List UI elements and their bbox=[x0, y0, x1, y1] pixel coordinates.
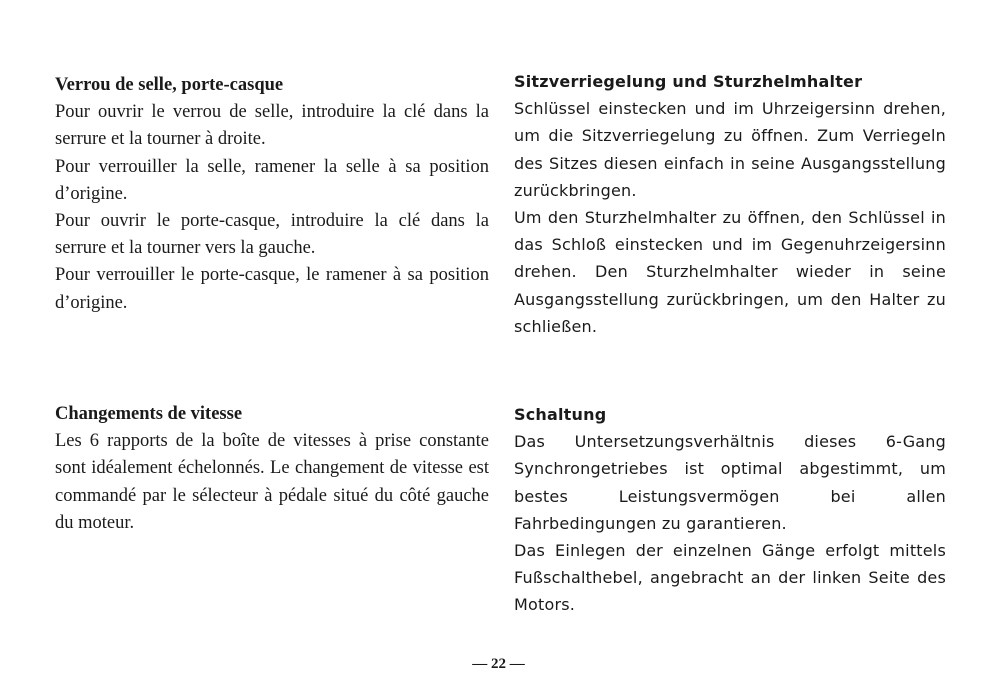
de-gear-paragraph-2: Das Einlegen der einzelnen Gänge erfolgt mittels Fußschalthebel, angebracht an der linken Seite des Motors. bbox=[514, 541, 946, 615]
fr-seat-lock-paragraph-3: Pour ouvrir le porte-casque, introduire la clé dans la serrure et la tourner vers la gauche. bbox=[55, 211, 489, 259]
de-gear-section bbox=[514, 401, 946, 619]
fr-seat-lock-paragraph-4: Pour verrouiller le porte-casque, le ramener à sa position d’origine. bbox=[55, 265, 489, 313]
fr-seat-lock-paragraph-1: Pour ouvrir le verrou de selle, introduire la clé dans la serrure et la tourner à droite. bbox=[55, 102, 489, 150]
de-gear-paragraph-1: Das Untersetzungsverhältnis dieses 6-Gang Synchrongetriebes ist optimal abgestimmt, um bestes Leistungsvermögen bei allen Fahrbedingungen zu garantieren. bbox=[514, 432, 946, 533]
de-seat-lock-paragraph-2: Um den Sturzhelmhalter zu öffnen, den Schlüssel in das Schloß einstecken und im Gegenuhrzeigersinn drehen. Den Sturzhelmhalter wieder in seine Ausgangsstellung zurückbringen, um den Halter zu schließen. bbox=[514, 208, 946, 336]
fr-gear-section bbox=[55, 401, 489, 537]
fr-gear-paragraph-1: Les 6 rapports de la boîte de vitesses à prise constante sont idéalement échelonnés. Le changement de vitesse est commandé par le sélecteur à pédale situé du côté gauche du moteur. bbox=[55, 431, 489, 533]
de-gear-title: Schaltung bbox=[514, 405, 607, 424]
de-seat-lock-title: Sitzverriegelung und Sturzhelmhalter bbox=[514, 72, 863, 91]
fr-gear-title: Changements de vitesse bbox=[55, 404, 243, 424]
fr-seat-lock-section bbox=[55, 72, 489, 317]
fr-seat-lock-title: Verrou de selle, porte-casque bbox=[55, 75, 284, 95]
fr-seat-lock-paragraph-2: Pour verrouiller la selle, ramener la selle à sa position d’origine. bbox=[55, 156, 489, 204]
page-number: — 22 — bbox=[472, 656, 525, 672]
de-seat-lock-paragraph-1: Schlüssel einstecken und im Uhrzeigersinn drehen, um die Sitzverriegelung zu öffnen. Zum Verriegeln des Sitzes diesen einfach in seine Ausgangsstellung zurückbringen. bbox=[514, 99, 946, 200]
de-seat-lock-section bbox=[514, 68, 946, 340]
